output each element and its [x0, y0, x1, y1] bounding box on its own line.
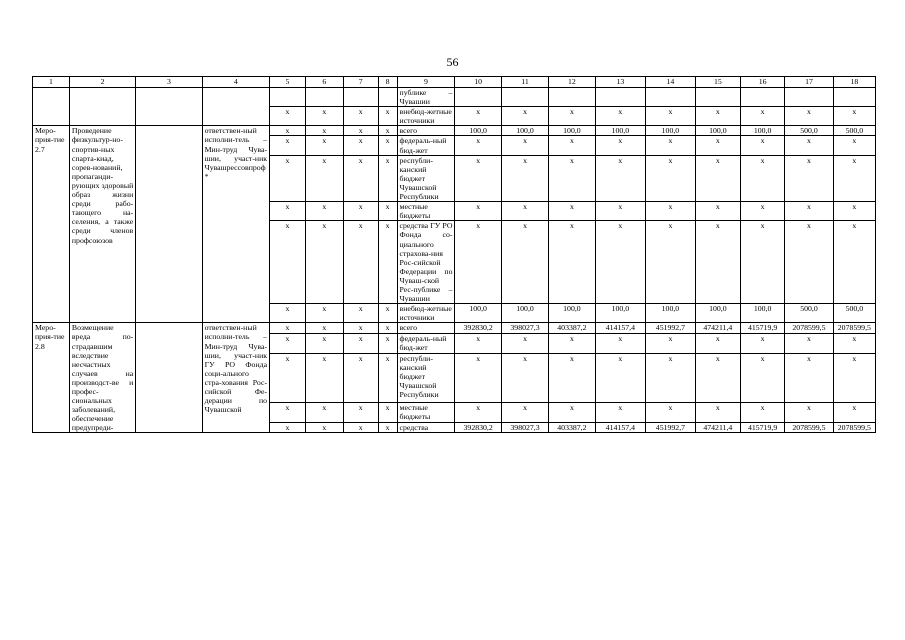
amount-cell: х [595, 155, 646, 201]
empty-cell [833, 88, 875, 107]
continuation-row [33, 88, 876, 107]
column-number-cell: 15 [695, 77, 740, 88]
code-cell: х [343, 333, 378, 353]
amount-cell: 451992,7 [646, 422, 696, 433]
amount-cell: х [501, 107, 548, 126]
amount-cell: 100,0 [549, 126, 595, 136]
funding-source-cell: федераль-ный бюд-жет [397, 136, 455, 155]
code-cell: х [343, 107, 378, 126]
column-number-cell: 17 [785, 77, 833, 88]
amount-cell: х [785, 333, 833, 353]
code-cell: х [378, 202, 397, 221]
empty-cell [136, 323, 202, 433]
amount-cell: х [455, 402, 501, 422]
column-number-cell: 8 [378, 77, 397, 88]
amount-cell: х [501, 402, 548, 422]
funding-source-cell: местные бюджеты [397, 202, 455, 221]
amount-cell: х [695, 221, 740, 304]
measure-code: Меро-прия-тие 2.7 [33, 126, 70, 323]
empty-cell [305, 88, 343, 107]
amount-cell: х [595, 354, 646, 403]
amount-cell: 100,0 [501, 304, 548, 323]
amount-cell: 100,0 [595, 126, 646, 136]
code-cell: х [343, 422, 378, 433]
amount-cell: 100,0 [740, 126, 784, 136]
amount-cell: х [595, 202, 646, 221]
amount-cell: х [785, 107, 833, 126]
amount-cell: 100,0 [549, 304, 595, 323]
column-number-cell: 1 [33, 77, 70, 88]
amount-cell: 100,0 [740, 304, 784, 323]
amount-cell: 100,0 [455, 304, 501, 323]
amount-cell: х [785, 136, 833, 155]
column-number-cell: 18 [833, 77, 875, 88]
funding-source-cell: средства ГУ РО Фонда со-циального страхова-ния Рос-сийской Федерации по Чуваш-ской Рес-публике – Чувашии [397, 221, 455, 304]
amount-cell: 474211,4 [695, 323, 740, 334]
code-cell: х [378, 221, 397, 304]
amount-cell: х [501, 155, 548, 201]
amount-cell: 100,0 [646, 126, 696, 136]
amount-cell: 500,0 [833, 304, 875, 323]
code-cell: х [305, 402, 343, 422]
amount-cell: х [595, 107, 646, 126]
empty-cell [33, 88, 70, 126]
amount-cell: 414157,4 [595, 422, 646, 433]
amount-cell: х [740, 354, 784, 403]
funding-source-cell: федераль-ный бюд-жет [397, 333, 455, 353]
amount-cell: х [549, 221, 595, 304]
amount-cell: х [549, 107, 595, 126]
amount-cell: х [455, 136, 501, 155]
amount-cell: х [455, 221, 501, 304]
code-cell: х [270, 136, 306, 155]
amount-cell: х [595, 136, 646, 155]
empty-cell [378, 88, 397, 107]
amount-cell: х [695, 107, 740, 126]
budget-table [32, 76, 876, 433]
measure-row [33, 126, 876, 136]
code-cell: х [378, 422, 397, 433]
amount-cell: х [501, 136, 548, 155]
empty-cell [740, 88, 784, 107]
amount-cell: 2078599,5 [833, 422, 875, 433]
empty-cell [549, 88, 595, 107]
amount-cell: х [646, 107, 696, 126]
amount-cell: х [785, 202, 833, 221]
amount-cell: 451992,7 [646, 323, 696, 334]
amount-cell: 2078599,5 [833, 323, 875, 334]
column-number-cell: 7 [343, 77, 378, 88]
amount-cell: х [646, 354, 696, 403]
code-cell: х [343, 155, 378, 201]
empty-cell [343, 88, 378, 107]
code-cell: х [270, 354, 306, 403]
amount-cell: 100,0 [595, 304, 646, 323]
amount-cell: х [785, 155, 833, 201]
amount-cell: х [549, 333, 595, 353]
column-number-cell: 6 [305, 77, 343, 88]
amount-cell: х [833, 107, 875, 126]
empty-cell [595, 88, 646, 107]
code-cell: х [270, 304, 306, 323]
code-cell: х [378, 136, 397, 155]
funding-source-cell: внебюд-жетные источники [397, 304, 455, 323]
amount-cell: 415719,9 [740, 323, 784, 334]
code-cell: х [378, 354, 397, 403]
amount-cell: х [833, 155, 875, 201]
column-number-cell: 10 [455, 77, 501, 88]
amount-cell: х [740, 107, 784, 126]
column-number-cell: 2 [69, 77, 135, 88]
column-number-cell: 13 [595, 77, 646, 88]
amount-cell: х [785, 402, 833, 422]
amount-cell: х [646, 333, 696, 353]
code-cell: х [305, 354, 343, 403]
code-cell: х [378, 323, 397, 334]
amount-cell: х [740, 202, 784, 221]
amount-cell: х [646, 402, 696, 422]
amount-cell: 2078599,5 [785, 422, 833, 433]
empty-cell [136, 88, 202, 126]
amount-cell: 415719,9 [740, 422, 784, 433]
amount-cell: 403387,2 [549, 323, 595, 334]
amount-cell: х [549, 402, 595, 422]
amount-cell: х [785, 354, 833, 403]
amount-cell: х [833, 221, 875, 304]
amount-cell: х [695, 333, 740, 353]
amount-cell: х [646, 136, 696, 155]
code-cell: х [343, 202, 378, 221]
amount-cell: 500,0 [833, 126, 875, 136]
measure-executor: ответствен-ный исполни-тель – Мин-труд Чува-шии, участ-ник Чувашрессовпроф* [202, 126, 269, 323]
amount-cell: х [595, 221, 646, 304]
column-number-cell: 11 [501, 77, 548, 88]
code-cell: х [378, 304, 397, 323]
code-cell: х [343, 402, 378, 422]
code-cell: х [305, 136, 343, 155]
amount-cell: х [740, 221, 784, 304]
code-cell: х [270, 402, 306, 422]
code-cell: х [378, 126, 397, 136]
amount-cell: х [595, 402, 646, 422]
code-cell: х [305, 323, 343, 334]
amount-cell: х [695, 354, 740, 403]
amount-cell: х [646, 202, 696, 221]
code-cell: х [378, 155, 397, 201]
measure-executor: ответствен-ный исполни-тель – Мин-труд Чува-шии, участ-ник ГУ РО Фонда соци-ального стра-хования Рос-сийской Фе-дерации по Чувашской [202, 323, 269, 433]
code-cell: х [270, 422, 306, 433]
amount-cell: х [595, 333, 646, 353]
empty-cell [455, 88, 501, 107]
funding-source-cell: всего [397, 126, 455, 136]
funding-source-cell: средства [397, 422, 455, 433]
amount-cell: х [455, 107, 501, 126]
code-cell: х [378, 402, 397, 422]
amount-cell: х [455, 202, 501, 221]
amount-cell: х [695, 402, 740, 422]
empty-cell [69, 88, 135, 126]
amount-cell: х [740, 333, 784, 353]
amount-cell: х [549, 136, 595, 155]
amount-cell: х [549, 202, 595, 221]
amount-cell: 474211,4 [695, 422, 740, 433]
amount-cell: х [695, 155, 740, 201]
measure-code: Меро-прия-тие 2.8 [33, 323, 70, 433]
amount-cell: 392830,2 [455, 422, 501, 433]
amount-cell: 403387,2 [549, 422, 595, 433]
column-number-cell: 3 [136, 77, 202, 88]
amount-cell: 398027,3 [501, 422, 548, 433]
empty-cell [501, 88, 548, 107]
amount-cell: 500,0 [785, 126, 833, 136]
funding-source-cell: республи-канский бюджет Чувашской Республики [397, 155, 455, 201]
code-cell: х [305, 304, 343, 323]
amount-cell: х [833, 402, 875, 422]
empty-cell [136, 126, 202, 323]
code-cell: х [270, 221, 306, 304]
empty-cell [695, 88, 740, 107]
amount-cell: х [455, 333, 501, 353]
amount-cell: х [646, 221, 696, 304]
funding-source-cell: всего [397, 323, 455, 334]
amount-cell: 100,0 [695, 304, 740, 323]
column-number-cell: 16 [740, 77, 784, 88]
amount-cell: х [455, 354, 501, 403]
amount-cell: 2078599,5 [785, 323, 833, 334]
empty-cell [202, 88, 269, 126]
amount-cell: х [695, 136, 740, 155]
amount-cell: 392830,2 [455, 323, 501, 334]
measure-name: Проведение физкультур-но-спортив-ных спарта-киад, сорев-нований, пропаганди-рующих здоровый образ жизни среди рабо-тающего на-селения, а также среди членов профсоюзов [69, 126, 135, 323]
amount-cell: х [833, 354, 875, 403]
amount-cell: х [549, 354, 595, 403]
code-cell: х [305, 126, 343, 136]
amount-cell: х [740, 155, 784, 201]
amount-cell: х [501, 333, 548, 353]
code-cell: х [270, 155, 306, 201]
amount-cell: х [501, 202, 548, 221]
amount-cell: х [833, 136, 875, 155]
code-cell: х [270, 323, 306, 334]
amount-cell: х [695, 202, 740, 221]
empty-cell [270, 88, 306, 107]
column-number-cell: 9 [397, 77, 455, 88]
amount-cell: х [501, 354, 548, 403]
amount-cell: х [785, 221, 833, 304]
code-cell: х [305, 202, 343, 221]
amount-cell: 500,0 [785, 304, 833, 323]
code-cell: х [378, 107, 397, 126]
code-cell: х [343, 323, 378, 334]
measure-row [33, 323, 876, 334]
amount-cell: х [646, 155, 696, 201]
amount-cell: 100,0 [455, 126, 501, 136]
column-number-row [33, 77, 876, 88]
code-cell: х [305, 155, 343, 201]
empty-cell [646, 88, 696, 107]
funding-source-cell: республи-канский бюджет Чувашской Республики [397, 354, 455, 403]
code-cell: х [343, 221, 378, 304]
amount-cell: 414157,4 [595, 323, 646, 334]
code-cell: х [343, 304, 378, 323]
code-cell: х [305, 221, 343, 304]
amount-cell: х [501, 221, 548, 304]
measure-name: Возмещение вреда по-страдавшим вследствие несчастных случаев на производст-ве и профес-сиональных заболеваний, обеспечение предупреди- [69, 323, 135, 433]
amount-cell: 100,0 [695, 126, 740, 136]
code-cell: х [305, 333, 343, 353]
column-number-cell: 5 [270, 77, 306, 88]
code-cell: х [270, 107, 306, 126]
code-cell: х [305, 422, 343, 433]
empty-cell [785, 88, 833, 107]
code-cell: х [305, 107, 343, 126]
code-cell: х [270, 333, 306, 353]
amount-cell: х [549, 155, 595, 201]
amount-cell: 398027,3 [501, 323, 548, 334]
amount-cell: 100,0 [501, 126, 548, 136]
code-cell: х [378, 333, 397, 353]
column-number-cell: 12 [549, 77, 595, 88]
page-number: 56 [446, 55, 459, 69]
code-cell: х [270, 126, 306, 136]
column-number-cell: 4 [202, 77, 269, 88]
amount-cell: х [455, 155, 501, 201]
funding-source-cell: внебюд-жетные источники [397, 107, 455, 126]
code-cell: х [270, 202, 306, 221]
funding-source-cell: местные бюджеты [397, 402, 455, 422]
code-cell: х [343, 136, 378, 155]
amount-cell: х [740, 402, 784, 422]
amount-cell: 100,0 [646, 304, 696, 323]
code-cell: х [343, 126, 378, 136]
code-cell: х [343, 354, 378, 403]
column-number-cell: 14 [646, 77, 696, 88]
amount-cell: х [833, 333, 875, 353]
amount-cell: х [833, 202, 875, 221]
amount-cell: х [740, 136, 784, 155]
funding-source-cell: публике – Чувашии [397, 88, 455, 107]
